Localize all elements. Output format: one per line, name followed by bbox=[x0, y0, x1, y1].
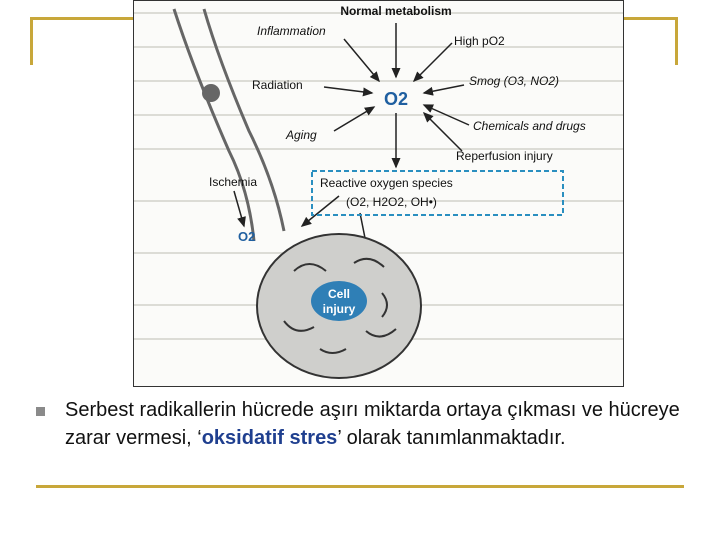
blood-cell-icon bbox=[202, 84, 220, 102]
label-smog: Smog (O3, NO2) bbox=[469, 74, 560, 88]
label-ros-species: (O2, H2O2, OH•) bbox=[346, 195, 437, 209]
bullet-text-part1: Serbest radikallerin hücrede aşırı miktarda ortaya çıkması ve hücreye zarar vermesi, ‘ bbox=[65, 399, 680, 449]
keyword-oxidative-stress: oksidatif stres bbox=[201, 427, 338, 449]
arrows bbox=[234, 23, 469, 263]
right-rule bbox=[675, 17, 678, 65]
bottom-rule bbox=[36, 485, 684, 488]
label-reperfusion: Reperfusion injury bbox=[456, 149, 553, 163]
label-o2-ischemia: O2 bbox=[238, 229, 256, 244]
label-ros-title: Reactive oxygen species bbox=[320, 176, 453, 190]
label-high-po2: High pO2 bbox=[454, 34, 505, 48]
label-ischemia: Ischemia bbox=[209, 175, 258, 189]
bullet-square-icon bbox=[36, 407, 45, 416]
left-rule bbox=[30, 17, 33, 65]
bullet-text-part2: ’ olarak tanımlanmaktadır. bbox=[337, 427, 566, 449]
bullet-text bbox=[65, 396, 695, 452]
label-chemicals: Chemicals and drugs bbox=[473, 119, 586, 133]
label-injury: injury bbox=[322, 302, 356, 316]
figure-drawing bbox=[134, 1, 624, 387]
label-radiation: Radiation bbox=[252, 78, 303, 92]
label-o2-center: O2 bbox=[383, 89, 409, 109]
oxidative-stress-figure bbox=[133, 0, 624, 387]
label-aging: Aging bbox=[286, 128, 317, 142]
label-cell: Cell bbox=[327, 287, 351, 301]
label-inflammation: Inflammation bbox=[257, 24, 326, 38]
label-normal-metabolism: Normal metabolism bbox=[340, 4, 452, 18]
